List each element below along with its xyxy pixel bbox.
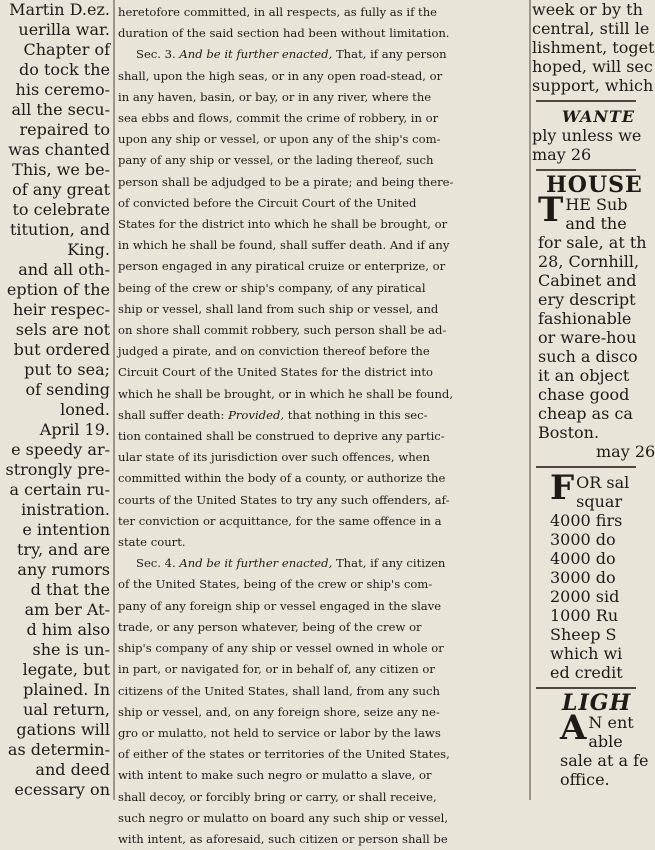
wanted-lines <box>532 126 640 164</box>
right-text-line: N ent <box>588 713 634 732</box>
text-line: person engaged in any piratical cruize or enterprize, or <box>118 259 446 274</box>
sale-drop-cap: F <box>550 468 575 508</box>
right-text-line: HE Sub <box>565 195 628 214</box>
left-text-line: inistration. <box>21 500 110 519</box>
right-text-line: 2000 sid <box>550 587 620 606</box>
left-text-line: eption of the <box>6 280 110 299</box>
text-line: upon any ship or vessel, or upon any of the ship's com- <box>118 132 441 147</box>
light-ad <box>532 708 649 789</box>
light-heading: LIGH <box>562 690 632 716</box>
right-text-line: 1000 Ru <box>550 606 619 625</box>
left-text-line: a certain ru- <box>9 480 110 499</box>
text-line: in part, or navigated for, or in behalf of, any citizen or <box>118 662 435 677</box>
text-line: States for the district into which he shall be brought, or <box>118 217 448 232</box>
text-line: ship or vessel, shall land from such ship or vessel, and <box>118 301 439 316</box>
right-text-line: Sheep S <box>550 625 617 644</box>
right-text-line: hoped, will sec <box>532 57 653 76</box>
right-text-line: central, still le <box>532 19 650 38</box>
left-text-line: but ordered <box>13 340 110 359</box>
text-line: courts of the United States to try any such offenders, af- <box>118 492 450 507</box>
proviso-word: Provided, <box>228 407 285 422</box>
text-line: of either of the states or territories of the United States, <box>118 747 450 762</box>
house-heading: HOUSE <box>546 172 643 198</box>
right-text-line: ply unless we <box>532 126 642 145</box>
left-text-line: d that the <box>30 580 110 599</box>
right-text-line: cheap as ca <box>538 404 633 423</box>
text-line: shall decoy, or forcibly bring or carry, or shall receive, <box>118 789 437 804</box>
text-line: which he shall be brought, or in which he shall be found, <box>118 386 454 401</box>
left-text-line: of sending <box>25 380 110 399</box>
left-text-line: repaired to <box>19 120 110 139</box>
left-text-line: sels are not <box>15 320 110 339</box>
text-line: state court. <box>118 535 186 550</box>
right-text-line: Boston. <box>538 423 600 442</box>
left-column <box>0 0 110 800</box>
left-text-line: ual return, <box>23 700 110 719</box>
right-text-line: it an object <box>538 366 630 385</box>
section-3-label: Sec. 3. <box>136 47 176 62</box>
left-text-line: she is un- <box>32 640 110 659</box>
middle-column <box>118 0 526 846</box>
left-text-line: Chapter of <box>23 40 110 59</box>
left-text-line: his ceremo- <box>15 80 110 99</box>
text-line: on shore shall commit robbery, such person shall be ad- <box>118 323 447 338</box>
left-text-line: This, we be- <box>12 160 110 179</box>
right-text-line: 4000 do <box>550 549 616 568</box>
left-text-line: heir respec- <box>12 300 110 319</box>
right-text-line: Cabinet and <box>538 271 637 290</box>
section-3-first-text: That, if any person <box>335 47 447 62</box>
left-text-line: of any great <box>12 180 110 199</box>
left-text-line: strongly pre- <box>5 460 110 479</box>
left-text-line: do tock the <box>19 60 110 79</box>
column-rule-left <box>113 0 115 800</box>
left-text-line: King. <box>67 240 110 259</box>
left-text-line: loned. <box>60 400 110 419</box>
right-text-line: 4000 firs <box>550 511 623 530</box>
text-line: person shall be adjudged to be a pirate; and being there- <box>118 174 454 189</box>
right-text-line: OR sal <box>576 473 630 492</box>
right-text-line: 3000 do <box>550 530 616 549</box>
left-text-line: gations will <box>16 720 110 739</box>
right-text-line: sale at a fe <box>560 751 649 770</box>
house-lines <box>538 190 647 442</box>
left-text-line: titution, and <box>9 220 110 239</box>
text-line: of the United States, being of the crew or ship's com- <box>118 577 433 592</box>
house-drop-cap: T <box>538 190 564 230</box>
left-text-line: try, and are <box>17 540 110 559</box>
right-column <box>532 0 655 800</box>
section-3-tail <box>118 426 526 553</box>
right-text-line: ery descript <box>538 290 636 309</box>
text-line: ship's company of any ship or vessel owned in whole or <box>118 641 444 656</box>
text-line: tion contained shall be construed to deprive any partic- <box>118 429 445 444</box>
wanted-heading: WANTE <box>562 107 636 126</box>
divider <box>536 687 636 689</box>
text-line: sea ebbs and flows, commit the crime of robbery, in or <box>118 111 439 126</box>
right-text-line: such a disco <box>538 347 638 366</box>
text-line: pany of any ship or vessel, or the lading thereof, such <box>118 153 434 168</box>
text-line: duration of the said section had been without limitation. <box>118 26 450 41</box>
left-text-line: to celebrate <box>12 200 110 219</box>
left-text-line: as determin- <box>7 740 110 759</box>
house-ad <box>532 190 647 442</box>
text-line: Circuit Court of the United States for the district into <box>118 365 434 380</box>
section-3-body <box>118 66 526 405</box>
text-line: gro or mulatto, not held to service or labor by the laws <box>118 725 441 740</box>
left-text-line: any rumors <box>17 560 110 579</box>
light-drop-cap: A <box>560 708 587 748</box>
text-line: ular state of its jurisdiction over such offences, when <box>118 450 431 465</box>
left-text-line: put to sea; <box>24 360 110 379</box>
sale-ad <box>532 468 640 682</box>
text-line: shall, upon the high seas, or in any open road-stead, or <box>118 68 443 83</box>
section-4-first-text: That, if any citizen <box>335 556 446 571</box>
left-text-line: plained. In <box>23 680 110 699</box>
left-text-line: e intention <box>22 520 110 539</box>
section-4-enacting-clause: And be it further enacted, <box>179 556 333 571</box>
right-text-line: or ware-hou <box>538 328 637 347</box>
proviso-pre: shall suffer death: <box>118 407 225 422</box>
divider <box>536 169 636 171</box>
right-text-line: may 26 <box>532 145 592 164</box>
right-text-line: office. <box>560 770 610 789</box>
left-text-line: Martin D.ez. <box>9 0 110 19</box>
left-text-line: was chanted <box>8 140 110 159</box>
text-line: with intent to make such negro or mulatto a slave, or <box>118 768 432 783</box>
proviso-post: that nothing in this sec- <box>287 407 428 422</box>
left-text-line: legate, but <box>22 660 110 679</box>
text-line: pany of any foreign ship or vessel engaged in the slave <box>118 598 442 613</box>
text-line: ship or vessel, and, on any foreign shore, seize any ne- <box>118 704 440 719</box>
section-4-body <box>118 574 526 850</box>
right-text-line: which wi <box>550 644 623 663</box>
right-text-line: support, which <box>532 76 654 95</box>
right-text-line: fashionable <box>538 309 632 328</box>
right-text-line: lishment, toget <box>532 38 655 57</box>
text-line: of convicted before the Circuit Court of the United <box>118 195 417 210</box>
left-text-line: all the secu- <box>11 100 110 119</box>
text-line: in which he shall be found, shall suffer death. And if any <box>118 238 450 253</box>
text-line: committed within the body of a county, or authorize the <box>118 471 446 486</box>
right-text-line: and the <box>565 214 627 233</box>
text-line: such negro or mulatto on board any such ship or vessel, <box>118 810 449 825</box>
right-text-line: 3000 do <box>550 568 616 587</box>
left-text-line: ecessary on <box>14 780 110 799</box>
column-rule-right <box>529 0 531 800</box>
text-line: being of the crew or ship's company, of any piratical <box>118 280 426 295</box>
left-text-line: uerilla war. <box>18 20 110 39</box>
section-4-first-line <box>118 553 526 574</box>
text-line: judged a pirate, and on conviction thereof before the <box>118 344 430 359</box>
left-text-line: d him also <box>26 620 110 639</box>
right-text-line: squar <box>576 492 623 511</box>
left-text-line: am ber At- <box>24 600 110 619</box>
section-3-enacting-clause: And be it further enacted, <box>179 47 333 62</box>
text-line: in any haven, basin, or bay, or in any river, where the <box>118 89 432 104</box>
proviso-line <box>118 405 526 426</box>
left-text-line: e speedy ar- <box>11 440 110 459</box>
right-text-line: week or by th <box>532 0 643 19</box>
house-date: may 26 <box>596 442 655 461</box>
text-line: citizens of the United States, shall land, from any such <box>118 683 440 698</box>
left-text-line: and all oth- <box>18 260 110 279</box>
left-text-line: and deed <box>35 760 110 779</box>
right-top-lines <box>532 0 655 95</box>
section-4-label: Sec. 4. <box>136 556 176 571</box>
right-text-line: chase good <box>538 385 630 404</box>
right-text-line: ed credit <box>550 663 623 682</box>
text-line: ter conviction or acquittance, for the same offence in a <box>118 513 442 528</box>
right-text-line: able <box>588 732 623 751</box>
left-text-line: April 19. <box>39 420 110 439</box>
text-line: heretofore committed, in all respects, as fully as if the <box>118 5 438 19</box>
opening-lines <box>118 2 526 44</box>
section-3-first-line <box>118 44 526 65</box>
text-line: with intent, as aforesaid, such citizen or person shall be <box>118 831 448 846</box>
text-line: trade, or any person whatever, being of the crew or <box>118 619 422 634</box>
right-text-line: 28, Cornhill, <box>538 252 640 271</box>
right-text-line: for sale, at th <box>538 233 647 252</box>
divider <box>536 100 636 102</box>
